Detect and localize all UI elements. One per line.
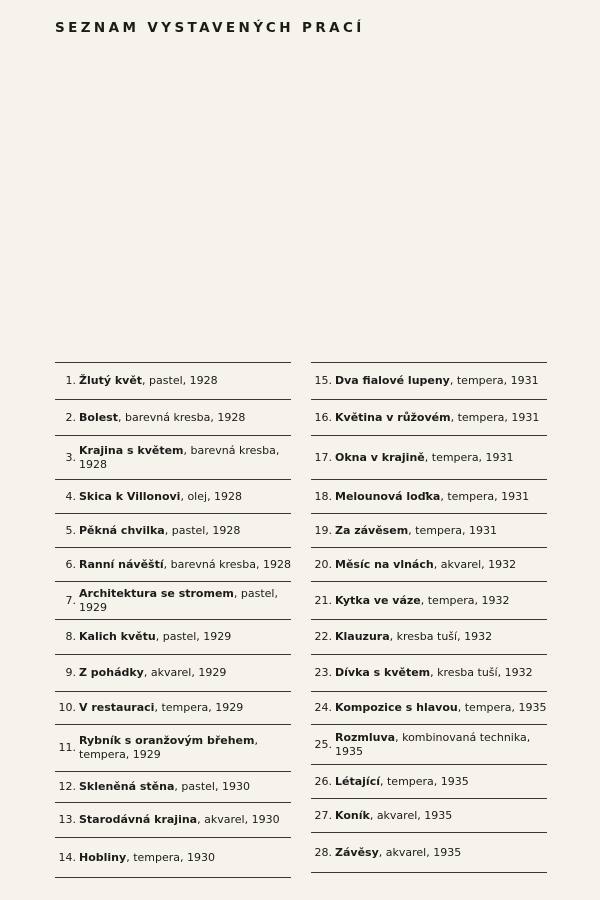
item-number: 20. xyxy=(314,557,332,571)
work-title: Ranní návěští xyxy=(79,557,164,571)
item-number: 22. xyxy=(314,630,332,643)
item-text: Za závěsem, tempera, 1931 xyxy=(335,523,497,537)
work-title: Bolest xyxy=(79,410,118,424)
item-text: Skleněná stěna, pastel, 1930 xyxy=(79,780,250,793)
work-details: tempera, 1929 xyxy=(79,748,161,761)
list-item xyxy=(311,620,547,655)
item-number: 27. xyxy=(314,808,332,822)
item-text: Měsíc na vlnách, akvarel, 1932 xyxy=(335,557,517,571)
work-details: barevná kresba, 1928 xyxy=(170,557,291,571)
work-title: Skica k Villonovi xyxy=(79,489,181,503)
work-details: pastel, 1928 xyxy=(149,374,218,387)
work-details: akvarel, 1932 xyxy=(440,557,517,571)
list-item xyxy=(55,772,291,803)
list-item xyxy=(55,838,291,878)
work-title: Létající xyxy=(335,774,380,788)
work-details: akvarel, 1935 xyxy=(385,845,462,859)
item-text: Žlutý květ, pastel, 1928 xyxy=(79,374,218,387)
list-item xyxy=(55,692,291,725)
works-list-right xyxy=(311,362,547,873)
work-details: tempera, 1931 xyxy=(447,489,530,503)
item-text: Okna v krajině, tempera, 1931 xyxy=(335,450,514,464)
work-details: pastel, 1929 xyxy=(79,586,278,614)
item-number: 24. xyxy=(314,701,332,714)
list-item xyxy=(55,400,291,436)
item-text: Klauzura, kresba tuší, 1932 xyxy=(335,630,493,643)
item-number: 13. xyxy=(58,813,76,826)
item-number: 16. xyxy=(314,410,332,424)
list-item xyxy=(311,514,547,548)
item-number: 5. xyxy=(65,523,76,537)
list-item xyxy=(55,725,291,772)
item-number: 10. xyxy=(58,701,76,714)
item-number: 7. xyxy=(65,593,76,607)
work-details: pastel, 1929 xyxy=(162,630,232,643)
item-number: 25. xyxy=(314,737,332,751)
work-details: tempera, 1931 xyxy=(457,410,540,424)
item-text: Dva fialové lupeny, tempera, 1931 xyxy=(335,374,539,387)
list-item xyxy=(55,363,291,400)
list-item xyxy=(55,582,291,620)
item-number: 26. xyxy=(314,774,332,788)
work-title: Hobliny xyxy=(79,850,127,864)
work-details: tempera, 1935 xyxy=(386,774,469,788)
item-text: Architektura se stromem, pastel, 1929 xyxy=(79,586,278,614)
item-text: Létající, tempera, 1935 xyxy=(335,774,469,788)
item-number: 3. xyxy=(65,450,76,464)
item-text: Dívka s květem, kresba tuší, 1932 xyxy=(335,666,533,679)
work-title: Dva fialové lupeny xyxy=(335,374,450,387)
work-details: pastel, 1928 xyxy=(171,523,241,537)
work-title: Architektura se stromem xyxy=(79,586,234,600)
item-text: Skica k Villonovi, olej, 1928 xyxy=(79,489,243,503)
item-text: Pěkná chvilka, pastel, 1928 xyxy=(79,523,241,537)
list-item xyxy=(55,620,291,655)
item-text: Závěsy, akvarel, 1935 xyxy=(335,845,462,859)
item-text: Kompozice s hlavou, tempera, 1935 xyxy=(335,701,547,714)
item-text: Ranní návěští, barevná kresba, 1928 xyxy=(79,557,291,571)
work-title: Kalich květu xyxy=(79,630,156,643)
work-details: olej, 1928 xyxy=(187,489,243,503)
work-details: kresba tuší, 1932 xyxy=(437,666,533,679)
work-details: tempera, 1932 xyxy=(427,593,510,607)
work-details: kombinovaná technika, 1935 xyxy=(335,730,531,758)
item-text: Koník, akvarel, 1935 xyxy=(335,808,453,822)
work-title: Krajina s květem xyxy=(79,443,184,457)
item-text: Melounová loďka, tempera, 1931 xyxy=(335,489,530,503)
item-text: Starodávná krajina, akvarel, 1930 xyxy=(79,813,280,826)
item-number: 21. xyxy=(314,593,332,607)
item-number: 6. xyxy=(65,557,76,571)
work-title: Z pohádky xyxy=(79,666,144,679)
list-item xyxy=(55,480,291,514)
item-number: 4. xyxy=(65,489,76,503)
work-title: Rybník s oranžovým břehem xyxy=(79,734,255,747)
list-item xyxy=(311,799,547,833)
work-details: akvarel, 1930 xyxy=(204,813,280,826)
item-number: 8. xyxy=(65,630,76,643)
list-item xyxy=(311,692,547,725)
item-number: 19. xyxy=(314,523,332,537)
work-title: Dívka s květem xyxy=(335,666,431,679)
item-text: Krajina s květem, barevná kresba, 1928 xyxy=(79,443,280,471)
work-title: Květina v růžovém xyxy=(335,410,451,424)
work-title: Starodávná krajina xyxy=(79,813,198,826)
work-details: akvarel, 1935 xyxy=(376,808,453,822)
item-number: 9. xyxy=(65,666,76,679)
list-item xyxy=(55,514,291,548)
work-title: Závěsy xyxy=(335,845,379,859)
work-details: kresba tuší, 1932 xyxy=(396,630,493,643)
work-title: V restauraci xyxy=(79,701,155,714)
list-item xyxy=(55,655,291,692)
list-item xyxy=(311,833,547,873)
work-title: Pěkná chvilka xyxy=(79,523,165,537)
item-number: 11. xyxy=(58,741,76,754)
work-title: Žlutý květ xyxy=(79,374,143,387)
work-details: tempera, 1931 xyxy=(431,450,514,464)
work-title: Melounová loďka xyxy=(335,489,441,503)
list-item xyxy=(55,436,291,480)
work-details: tempera, 1931 xyxy=(415,523,497,537)
list-item xyxy=(311,400,547,436)
item-text: Kytka ve váze, tempera, 1932 xyxy=(335,593,510,607)
item-text: Kalich květu, pastel, 1929 xyxy=(79,630,232,643)
item-number: 12. xyxy=(58,780,76,793)
work-details: barevná kresba, 1928 xyxy=(124,410,246,424)
list-item xyxy=(311,480,547,514)
work-title: Rozmluva xyxy=(335,730,396,744)
item-number: 17. xyxy=(314,450,332,464)
item-text: Rybník s oranžovým břehem, tempera, 1929 xyxy=(79,734,258,761)
item-number: 18. xyxy=(314,489,332,503)
work-title: Kompozice s hlavou xyxy=(335,701,458,714)
item-text: Hobliny, tempera, 1930 xyxy=(79,850,215,864)
item-number: 1. xyxy=(65,374,76,387)
works-list-left xyxy=(55,362,291,878)
work-details: tempera, 1930 xyxy=(133,850,215,864)
work-title: Za závěsem xyxy=(335,523,409,537)
item-number: 23. xyxy=(314,666,332,679)
work-title: Klauzura xyxy=(335,630,390,643)
page-title: SEZNAM VYSTAVENÝCH PRACÍ xyxy=(55,20,365,36)
list-item xyxy=(311,765,547,799)
work-details: pastel, 1930 xyxy=(181,780,250,793)
item-number: 28. xyxy=(314,845,332,859)
list-item xyxy=(55,548,291,582)
list-item xyxy=(311,548,547,582)
item-text: V restauraci, tempera, 1929 xyxy=(79,701,244,714)
item-text: Květina v růžovém, tempera, 1931 xyxy=(335,410,540,424)
work-title: Kytka ve váze xyxy=(335,593,421,607)
item-number: 15. xyxy=(314,374,332,387)
work-title: Koník xyxy=(335,808,370,822)
work-title: Okna v krajině xyxy=(335,450,425,464)
work-title: Skleněná stěna xyxy=(79,780,175,793)
list-item xyxy=(311,436,547,480)
list-item xyxy=(311,363,547,400)
item-text: Bolest, barevná kresba, 1928 xyxy=(79,410,246,424)
list-item xyxy=(311,725,547,765)
item-text: Rozmluva, kombinovaná technika, 1935 xyxy=(335,730,531,758)
list-item xyxy=(55,803,291,838)
item-text: Z pohádky, akvarel, 1929 xyxy=(79,666,227,679)
work-details: tempera, 1935 xyxy=(464,701,547,714)
work-details: tempera, 1931 xyxy=(456,374,539,387)
list-item xyxy=(311,582,547,620)
list-item xyxy=(311,655,547,692)
item-number: 2. xyxy=(65,410,76,424)
item-number: 14. xyxy=(58,850,76,864)
work-details: tempera, 1929 xyxy=(161,701,244,714)
work-details: akvarel, 1929 xyxy=(150,666,227,679)
work-details: barevná kresba, 1928 xyxy=(79,443,280,471)
work-title: Měsíc na vlnách xyxy=(335,557,434,571)
